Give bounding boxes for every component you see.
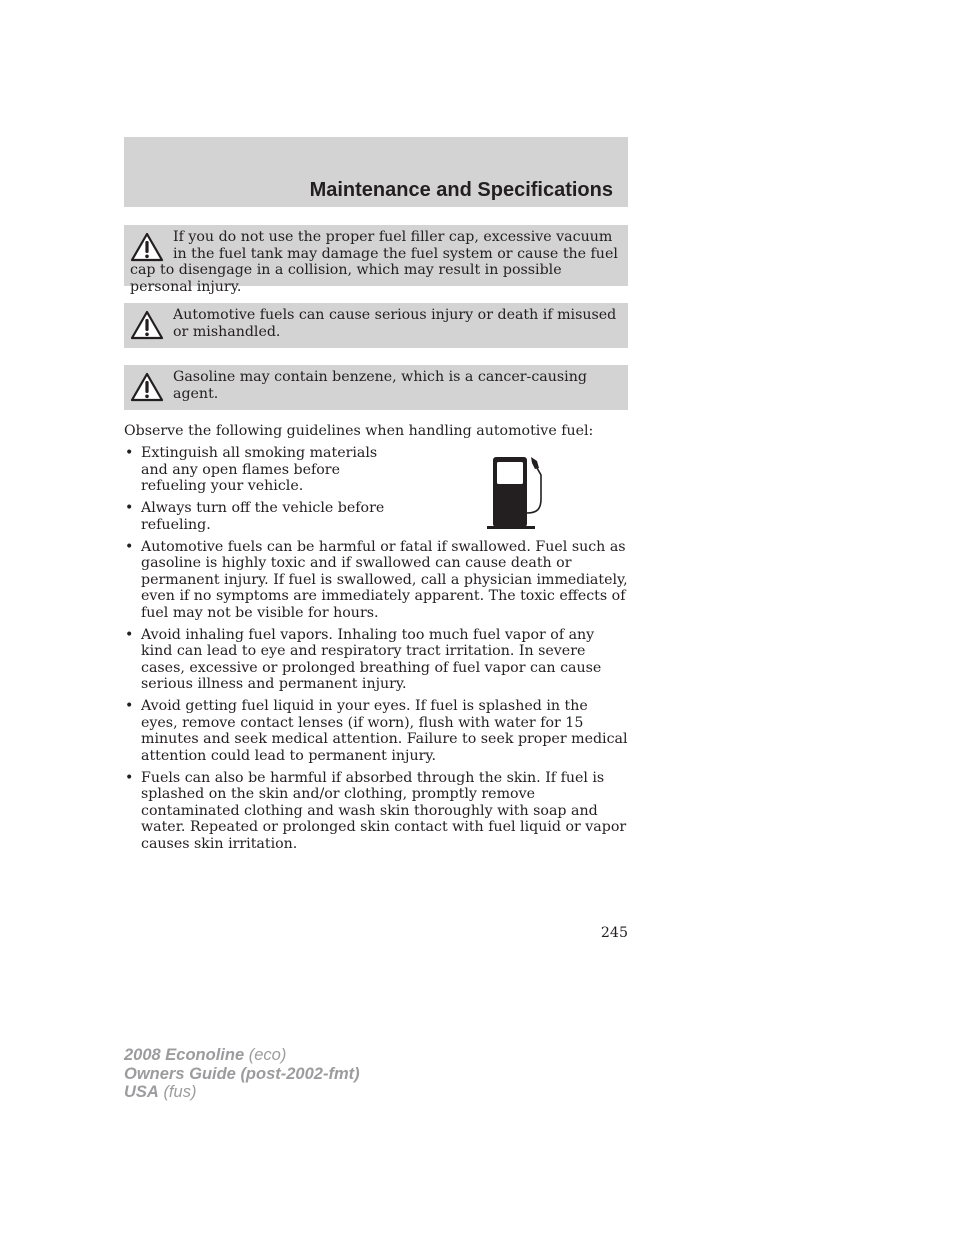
list-item: [124, 445, 381, 495]
footer-line-guide: [124, 1065, 360, 1084]
list-item-text: Avoid getting fuel liquid in your eyes. If fuel is splashed in the eyes, remove contact lenses (if worn), flush with water for 15 minutes and seek medical attention. Failure to seek proper medical attention could lead to permanent injury.: [141, 698, 628, 764]
footer-region-code: (fus): [163, 1083, 197, 1101]
intro-paragraph: Observe the following guidelines when handling automotive fuel:: [124, 423, 594, 439]
list-item-text: Automotive fuels can be harmful or fatal if swallowed. Fuel such as gasoline is highly toxic and if swallowed can cause death or permanent injury. If fuel is swallowed, call a physician immediately, even if no symptoms are immediately apparent. The toxic effects of fuel may not be visible for hours.: [141, 538, 628, 621]
section-header-band: [124, 137, 628, 207]
fuel-guidelines-list: [124, 445, 628, 858]
warning-text: If you do not use the proper fuel filler cap, excessive vacuum in the fuel tank may damage the fuel system or cause the fuel cap to disengage in a collision, which may result in possible personal injury.: [130, 229, 618, 295]
warning-text: Gasoline may contain benzene, which is a cancer-causing agent.: [173, 369, 587, 402]
document-footer: [124, 1046, 360, 1102]
warning-triangle-icon: [130, 232, 164, 262]
bullet-symbol: •: [125, 626, 134, 643]
bullet-symbol: •: [125, 500, 134, 516]
list-item: [124, 698, 628, 764]
list-item-text: Fuels can also be harmful if absorbed through the skin. If fuel is splashed on the skin and/or clothing, promptly remove contaminated clothing and wash skin thoroughly with soap and water. Repeated or prolonged skin contact with fuel liquid or vapor causes skin irritation.: [141, 769, 627, 852]
bullet-symbol: •: [125, 445, 134, 461]
list-item-text: Extinguish all smoking materials and any open flames before refueling your vehicle.: [141, 445, 378, 494]
footer-model: 2008 Econoline: [124, 1046, 245, 1064]
section-title: Maintenance and Specifications: [309, 179, 613, 201]
footer-line-region: [124, 1083, 360, 1102]
bullet-symbol: •: [125, 698, 134, 714]
footer-model-code: (eco): [248, 1046, 287, 1064]
list-item-text: Always turn off the vehicle before refueling.: [141, 500, 385, 533]
list-item: [124, 539, 628, 622]
footer-guide: Owners Guide (post-2002-fmt): [124, 1064, 360, 1083]
bullet-symbol: •: [125, 538, 134, 555]
warning-box-benzene: [124, 365, 628, 410]
warning-box-fuel-cap: [124, 225, 628, 295]
list-item: [124, 627, 628, 693]
warning-text: Automotive fuels can cause serious injury or death if misused or mishandled.: [173, 307, 617, 340]
list-item: [124, 770, 628, 853]
page-number: 245: [600, 925, 628, 941]
warning-box-fuel-misuse: [124, 303, 628, 348]
bullet-symbol: •: [125, 769, 134, 786]
fuel-pump-icon: [485, 453, 547, 533]
list-item-text: Avoid inhaling fuel vapors. Inhaling too much fuel vapor of any kind can lead to eye and respiratory tract irritation. In severe cases, excessive or prolonged breathing of fuel vapor can cause serious illness and permanent injury.: [141, 626, 602, 692]
footer-region: USA: [124, 1083, 159, 1101]
warning-triangle-icon: [130, 372, 164, 402]
footer-line-model: [124, 1046, 360, 1065]
list-item: [124, 500, 391, 533]
warning-triangle-icon: [130, 310, 164, 340]
